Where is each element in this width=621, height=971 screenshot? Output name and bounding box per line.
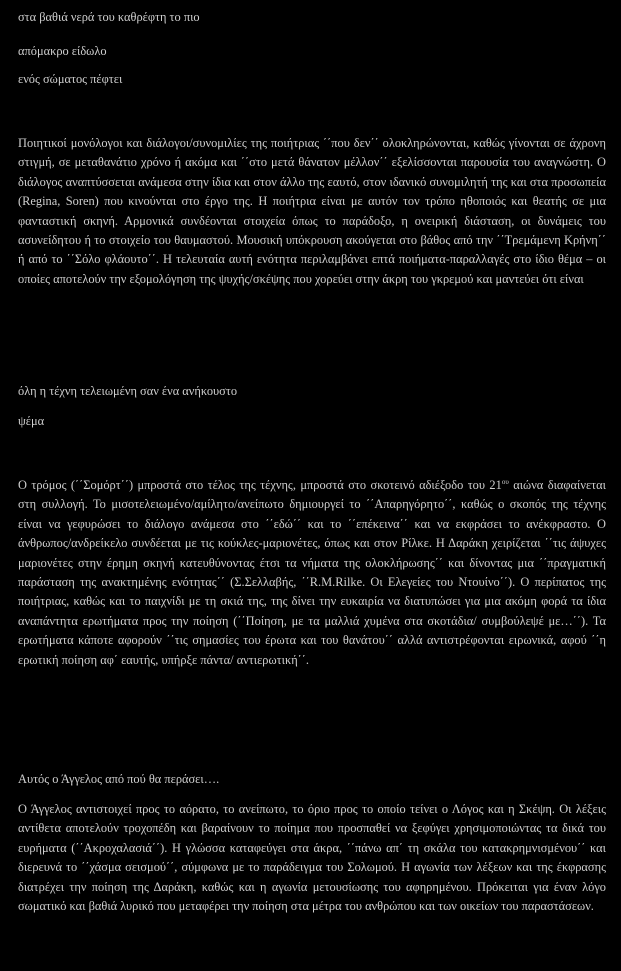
paragraph-text: αιώνα διαφαίνεται στη συλλογή. Το μισοτελειωμένο/αμίλητο/ανείπωτο δημιουργεί το ΄΄Απαρηγόρητο΄΄, καθώς ο σκοπός της τέχνης είναι να γεφυρώσει το διάλογο ανάμεσα στο ΄΄εδώ΄΄ και το ΄΄επέκεινα΄΄ και να εκφράσει το ανέκφραστο. Ο άνθρωπος/ανδρείκελο συνδέεται με τις κούκλες-μαριονέτες, όπως και στον Ρίλκε. Η Δαράκη χειρίζεται ΄΄τις άψυχες μαριονέτες στην έρημη σκηνή κατευθύνοντας έτσι τα νήματα της ολοκλήρωσης΄΄ και δίνοντας μια ΄΄πραγματική παράσταση της ανακτημένης ενότητας΄΄ (Σ.Σελλαβής, ΄΄R.M.Rilke. Οι Ελεγείες του Ντουίνο΄΄). Ο περίπατος της ποιήτριας, καθώς και το παιχνίδι με τη σκιά της, της δίνει την ευκαιρία να διατυπώσει για μια ακόμη φορά τα ίδια αναπάντητα ερωτήματα προς την ποίηση (΄΄Ποίηση, με τα μαλλιά χυμένα στα σκοτάδια/ συμβούλεψέ με…΄΄). Τα ερωτήματα κάποτε αφορούν ΄΄τις σημασίες του έρωτα και του θανάτου΄΄ αλλά αντιστρέφονται ειρωνικά, αφού ΄΄η ερωτική ποίηση αφ΄ εαυτής, υπήρξε πάντα/ αντιερωτική΄΄. xyxy=(18,478,606,667)
poem-line: στα βαθιά νερά του καθρέφτη το πιο xyxy=(18,10,200,24)
body-paragraph: Ποιητικοί μονόλογοι και διάλογοι/συνομιλίες της ποιήτριας ΄΄που δεν΄΄ ολοκληρώνονται, καθώς γίνονται σε άχρονη στιγμή, σε μεταθανάτιο χρόνο ή ακόμα και ΄΄στο μετά θάνατον μέλλον΄΄ εξελίσσονται παρουσία του αναγνώστη. Ο διάλογος αναπτύσσεται ανάμεσα στην ίδια και στον άλλο της εαυτό, στον ιδανικό συνομιλητή της και στα προσωπεία (Regina, Soren) που κινούνται στο έργο της. Η ποιήτρια είναι με αυτόν τον τρόπο ηθοποιός και θεατής σε μια φανταστική σκηνή. Αρμονικά συνδέονται στοιχεία όπως το παράδοξο, η ονειρική διάσταση, οι δυνάμεις του ασυνείδητου ή το στοιχείο του θαυμαστού. Μουσική υπόκρουση ακούγεται στο βάθος από την ΄΄Τρεμάμενη Κρήνη΄΄ ή από το ΄΄Σόλο φλάουτο΄΄. Η τελευταία αυτή ενότητα περιλαμβάνει επτά ποιήματα-παραλλαγές στο ίδιο θέμα – οι οποίες αποτελούν την εξομολόγηση της ψυχής/σκέψης που χορεύει στην άκρη του γκρεμού και μαντεύει ότι είναι xyxy=(18,136,606,286)
poem-line: ψέμα xyxy=(18,414,45,428)
body-paragraph xyxy=(18,476,606,670)
poem-line: απόμακρο είδωλο xyxy=(18,44,107,58)
superscript-ordinal: ου xyxy=(501,477,509,486)
body-paragraph: Ο Άγγελος αντιστοιχεί προς το αόρατο, το ανείπωτο, το όριο προς το οποίο τείνει ο Λόγος και η Σκέψη. Οι λέξεις αντίθετα αποτελούν τροχοπέδη και βαραίνουν το ποίημα που προσπαθεί να ξεφύγει χρησιμοποιώντας τα δικά του ευρήματα (΄΄Ακροχαλασιά΄΄). Η γλώσσα καταφεύγει στα άκρα, ΄΄πάνω απ΄ τη σκάλα του κατακρημνισμένου΄΄ και διερευνά το ΄΄χάσμα σεισμού΄΄, σύμφωνα με το παράδειγμα του Σολωμού. Η αγωνία των λέξεων και της έκφρασης διατρέχει την ποίηση της Δαράκη, καθώς και η αγωνία μετουσίωσης του αφηρημένου. Πρόκειται για έναν λόγο σωματικό και βαθιά λυρικό που μεταφέρει την ποίηση στα μέτρα του ανθρώπου και των οικείων του παραστάσεων. xyxy=(18,802,606,914)
paragraph-text: Ο τρόμος (΄΄Σομόρτ΄΄) μπροστά στο τέλος της τέχνης, μπροστά στο σκοτεινό αδιέξοδο του 21 xyxy=(18,478,502,492)
poem-line: Αυτός ο Άγγελος από πού θα περάσει…. xyxy=(18,772,220,786)
poem-line: όλη η τέχνη τελειωμένη σαν ένα ανήκουστο xyxy=(18,384,238,398)
poem-line: ενός σώματος πέφτει xyxy=(18,72,123,86)
